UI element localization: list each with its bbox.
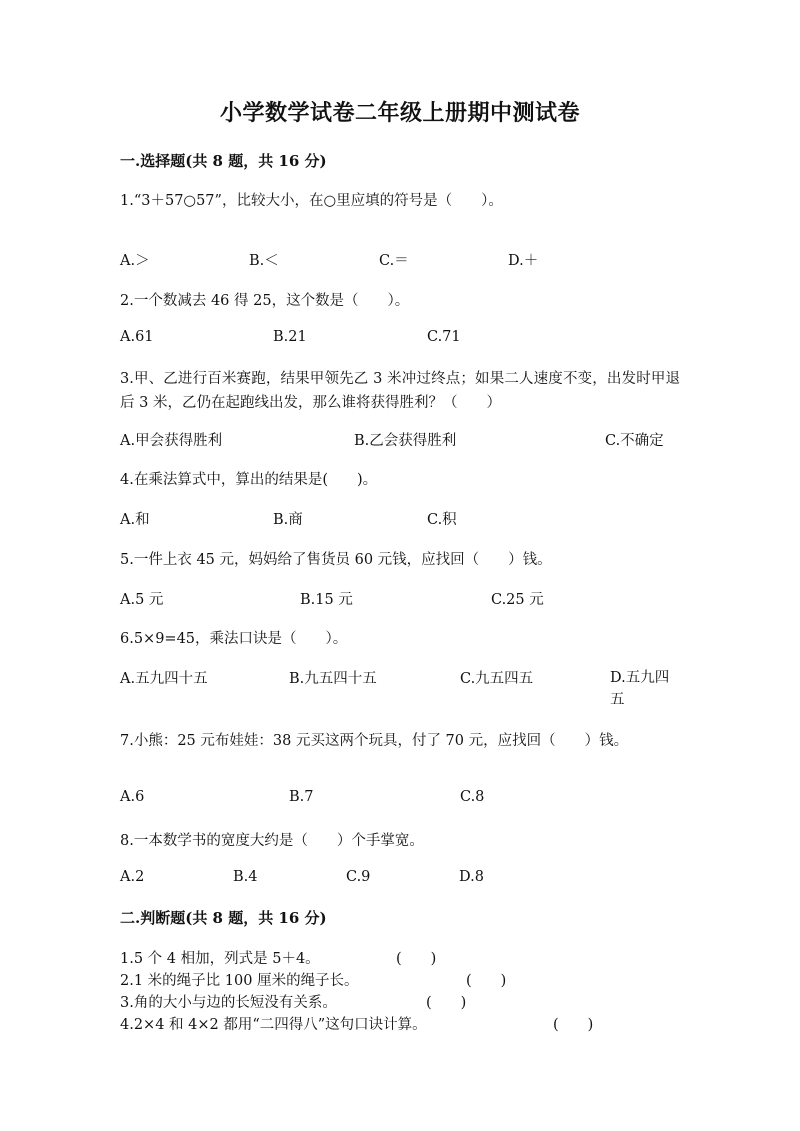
judge-item-2: 2.1 米的绳子比 100 厘米的绳子长。 (120, 973, 359, 989)
q4-option-a: A.和 (120, 512, 150, 528)
q8-option-a: A.2 (120, 869, 145, 885)
q1-option-c: C.＝ (379, 253, 409, 269)
judge-item-1-blank: ( ) (396, 951, 437, 967)
q6-option-d-wrapper (120, 667, 680, 711)
judge-item-3: 3.角的大小与边的长短没有关系。 (120, 995, 337, 1011)
question-3: 3.甲、乙进行百米赛跑，结果甲领先乙 3 米冲过终点；如果二人速度不变，出发时甲退后 3 米，乙仍在起跑线出发，那么谁将获得胜利？（ ） (120, 371, 680, 411)
question-4: 4.在乘法算式中，算出的结果是( )。 (120, 472, 378, 488)
q6-option-c: C.九五四五 (460, 671, 534, 687)
judge-item-1: 1.5 个 4 相加，列式是 5＋4。 (120, 951, 320, 967)
q5-option-a: A.5 元 (120, 592, 164, 608)
question-5: 5.一件上衣 45 元，妈妈给了售货员 60 元钱，应找回（ ）钱。 (120, 552, 552, 568)
q6-option-d: D.五九四五 (610, 670, 670, 708)
judge-item-4-blank: ( ) (553, 1017, 594, 1033)
q8-option-d: D.8 (459, 869, 484, 885)
question-6: 6.5×9=45，乘法口诀是（ ）。 (120, 631, 348, 647)
section-heading-judge: 二.判断题(共 8 题，共 16 分) (120, 909, 327, 927)
q1-option-b: B.＜ (249, 253, 279, 269)
q6-option-b: B.九五四十五 (289, 671, 377, 687)
q1-option-d: D.＋ (508, 253, 539, 269)
q8-option-c: C.9 (346, 869, 371, 885)
question-1: 1.“3＋57○57”，比较大小，在○里应填的符号是（ ）。 (120, 193, 503, 209)
judge-item-4: 4.2×4 和 4×2 都用“二四得八”这句口诀计算。 (120, 1017, 427, 1033)
judge-item-3-blank: ( ) (426, 995, 467, 1011)
q6-option-a: A.五九四十五 (120, 671, 208, 687)
q7-option-c: C.8 (460, 789, 485, 805)
judge-item-2-blank: ( ) (466, 973, 507, 989)
question-2: 2.一个数减去 46 得 25，这个数是（ ）。 (120, 293, 410, 309)
q5-option-b: B.15 元 (300, 592, 353, 608)
q2-option-c: C.71 (427, 329, 461, 345)
q1-option-a: A.＞ (120, 253, 150, 269)
q7-option-a: A.6 (120, 789, 145, 805)
q2-option-b: B.21 (273, 329, 307, 345)
q8-option-b: B.4 (233, 869, 258, 885)
q7-option-b: B.7 (289, 789, 314, 805)
page-title: 小学数学试卷二年级上册期中测试卷 (219, 100, 580, 126)
question-8: 8.一本数学书的宽度大约是（ ）个手掌宽。 (120, 833, 424, 849)
q2-option-a: A.61 (120, 329, 154, 345)
q3-option-c: C.不确定 (605, 433, 664, 449)
section-heading-choice: 一.选择题(共 8 题，共 16 分) (120, 152, 327, 170)
q3-option-a: A.甲会获得胜利 (120, 433, 223, 449)
q3-option-b: B.乙会获得胜利 (354, 433, 457, 449)
q5-option-c: C.25 元 (491, 592, 544, 608)
question-7: 7.小熊：25 元布娃娃：38 元买这两个玩具，付了 70 元，应找回（ ）钱。 (120, 733, 629, 749)
q4-option-b: B.商 (273, 512, 303, 528)
q4-option-c: C.积 (427, 512, 457, 528)
